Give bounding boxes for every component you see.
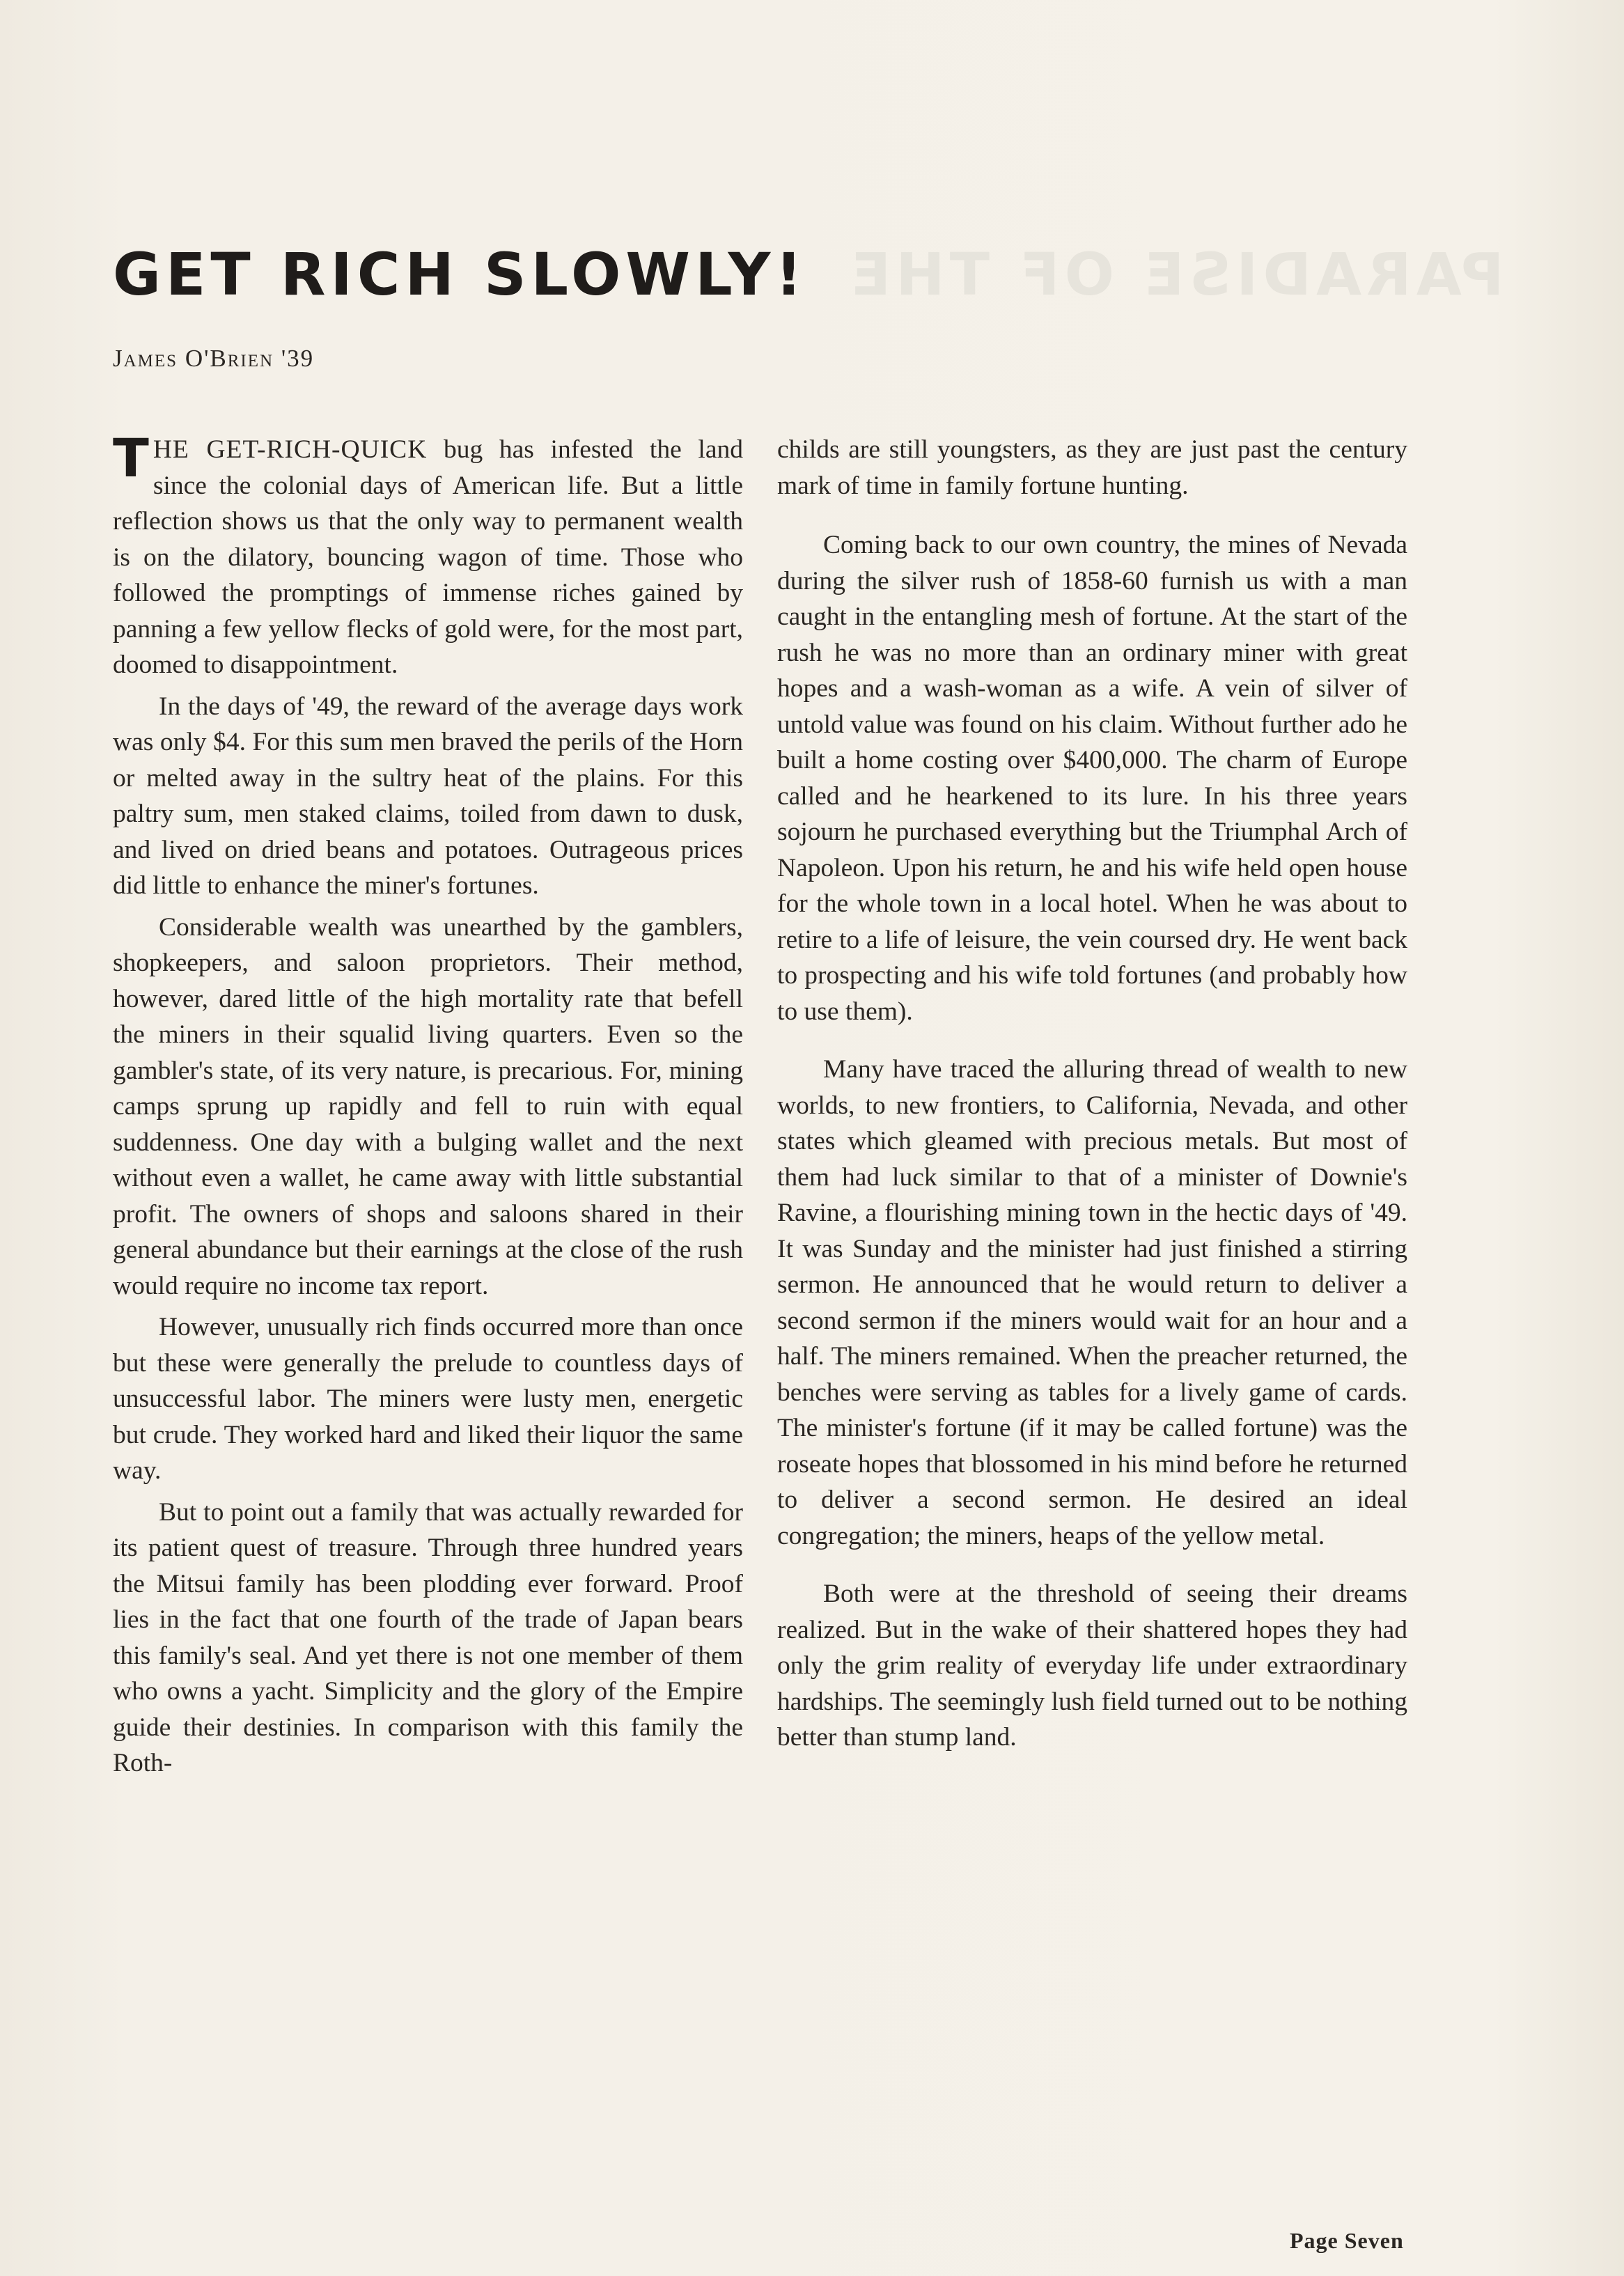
paragraph-2: In the days of '49, the reward of the average days work was only $4. For this sum men braved the perils of the Horn or melted away in the sultry heat of the plains. For this paltry sum, men staked claims, toiled from dawn to dusk, and lived on dried beans and potatoes. Outrageous prices did little to enhance the miner's fortunes. (113, 692, 743, 900)
drop-cap: T (113, 427, 149, 489)
paragraph-3: Considerable wealth was unearthed by the gamblers, shopkeepers, and saloon proprietors. Their method, however, dared little of the high mortality rate that befell the miners in their squalid living quarters. Even so the gambler's state, of its very nature, is precarious. For, mining camps sprung up rapidly and fell to ruin with equal suddenness. One day with a bulging wallet and the next without even a wallet, he came away with little substantial profit. The owners of shops and saloons shared in their general abundance but their earnings at the close of the rush would require no income tax report. (113, 912, 743, 1300)
article-byline: James O'Brien '39 (113, 345, 315, 372)
right-column (777, 432, 1407, 1778)
paragraph-5: But to point out a family that was actually rewarded for its patient quest of treasure. Through three hundred years the Mitsui family has been plodding ever forward. Proof lies in the fact that one fourth of the trade of Japan bears this family's seal. And yet there is not one member of them who owns a yacht. Simplicity and the glory of the Empire guide their destinies. In comparison with this family the Roth- (113, 1497, 743, 1777)
lead-caps: HE GET-RICH-QUICK (153, 435, 428, 464)
paragraph-7: Many have traced the alluring thread of wealth to new worlds, to new frontiers, to California, Nevada, and other states which gleamed with precious metals. But most of them had luck similar to that of a minister of Downie's Ravine, a flourishing mining town in the hectic days of '49. It was Sunday and the minister had just finished a stirring sermon. He announced that he would return to deliver a second sermon if the miners would wait for an hour and a half. The miners remained. When the preacher returned, the benches were serving as tables for a lively game of cards. The minister's fortune (if it may be called fortune) was the roseate hopes that blossomed in his mind before he returned to deliver a second sermon. He desired an ideal congregation; the miners, heaps of the yellow metal. (777, 1055, 1407, 1550)
paragraph-1-text: bug has infested the land since the colonial days of American life. But a little reflection shows us that the only way to permanent wealth is on the dilatory, bouncing wagon of time. Those who followed the promptings of immense riches gained by panning a few yellow flecks of gold were, for the most part, doomed to disappointment. (113, 435, 743, 679)
paragraph-4: However, unusually rich finds occurred more than once but these were generally the prelude to countless days of unsuccessful labor. The miners were lusty men, energetic but crude. They worked hard and liked their liquor the same way. (113, 1313, 743, 1485)
article-title: GET RICH SLOWLY! (113, 240, 807, 309)
paragraph-8: Both were at the threshold of seeing their dreams realized. But in the wake of their shattered hopes they had only the grim reality of everyday life under extraordinary hardships. The seemingly lush field turned out to be nothing better than stump land. (777, 1580, 1407, 1752)
paragraph-continuation: childs are still youngsters, as they are just past the century mark of time in family fortune hunting. (777, 435, 1407, 500)
left-column (113, 427, 743, 1787)
paragraph-1 (113, 427, 743, 683)
page-number: Page Seven (1290, 2228, 1404, 2253)
paragraph-6: Coming back to our own country, the mines of Nevada during the silver rush of 1858-60 furnish us with a man caught in the entangling mesh of fortune. At the start of the rush he was no more than an ordinary miner with great hopes and a wash-woman as a wife. A vein of silver of untold value was found on his claim. Without further ado he built a home costing over $400,000. The charm of Europe called and he hearkened to its lure. In his three years sojourn he purchased everything but the Triumphal Arch of Napoleon. Upon his return, he and his wife held open house for the whole town in a local hotel. When he was about to retire to a life of leisure, the vein coursed dry. He went back to prospecting and his wife told fortunes (and probably how to use them). (777, 531, 1407, 1026)
bleed-through-text: PARADISE OF THE (846, 240, 1504, 309)
